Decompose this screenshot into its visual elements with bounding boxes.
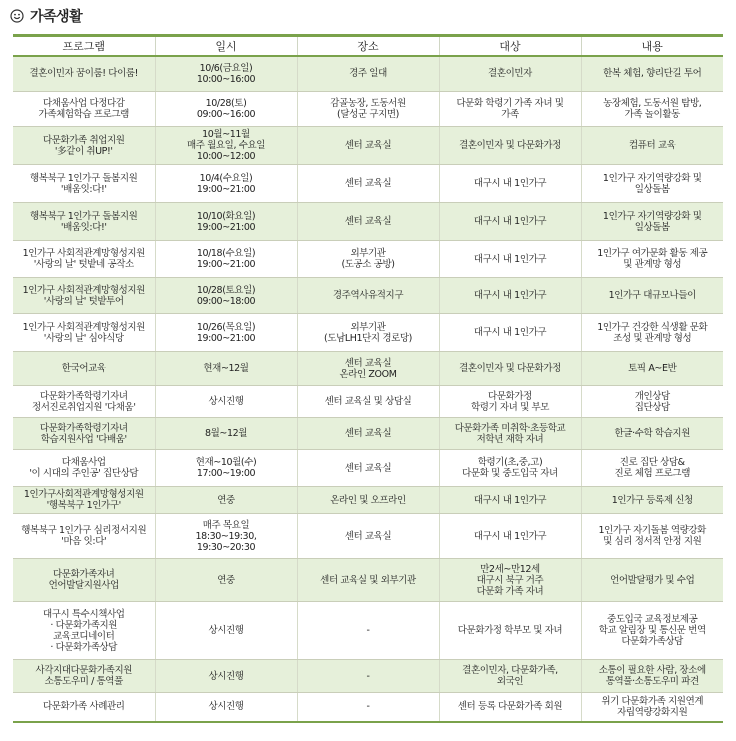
table-row xyxy=(13,165,723,203)
cell-content: 중도입국 교육정보제공 학교 알림장 및 통신문 번역 다문화가족상담 xyxy=(581,602,723,660)
cell-target: 결혼이민자 및 다문화가정 xyxy=(439,352,581,386)
cell-content: 1인가구 건강한 식생활 문화 조성 및 관계망 형성 xyxy=(581,314,723,352)
table-row xyxy=(13,127,723,165)
cell-program: 대구시 특수시책사업 · 다문화가족지원 교육코디네이터 · 다문화가족상담 xyxy=(13,602,155,660)
cell-target: 만2세~만12세 대구시 북구 거주 다문화 가족 자녀 xyxy=(439,559,581,602)
cell-program: 다문화가족자녀 언어발달지원사업 xyxy=(13,559,155,602)
table-row xyxy=(13,314,723,352)
cell-place: 경주역사유적지구 xyxy=(297,278,439,314)
cell-datetime: 10/18(수요일) 19:00~21:00 xyxy=(155,241,297,278)
cell-program: 한국어교육 xyxy=(13,352,155,386)
cell-datetime: 현재~10월(수) 17:00~19:00 xyxy=(155,450,297,487)
cell-datetime: 10/28(토) 09:00~16:00 xyxy=(155,92,297,127)
table-row xyxy=(13,602,723,660)
cell-target: 대구시 내 1인가구 xyxy=(439,487,581,514)
cell-program: 1인가구 사회적관계망형성지원 '사랑의 날' 텃밭투어 xyxy=(13,278,155,314)
cell-content: 1인가구 자기돌봄 역량강화 및 심리 정서적 안정 지원 xyxy=(581,514,723,559)
header-place: 장소 xyxy=(297,36,439,56)
cell-datetime: 연중 xyxy=(155,487,297,514)
cell-datetime: 상시진행 xyxy=(155,386,297,418)
cell-content: 소통이 필요한 사람, 장소에 통역풀·소통도우미 파견 xyxy=(581,660,723,693)
cell-content: 1인가구 자기역량강화 및 일상돌봄 xyxy=(581,165,723,203)
cell-content: 위기 다문화가족 지원연계 자립역량강화지원 xyxy=(581,693,723,722)
header-program: 프로그램 xyxy=(13,36,155,56)
cell-datetime: 10/6(금요일) 10:00~16:00 xyxy=(155,56,297,92)
page-header xyxy=(10,6,82,26)
cell-target: 결혼이민자, 다문화가족, 외국인 xyxy=(439,660,581,693)
cell-program: 1인가구 사회적관계망형성지원 '사랑의 날' 심야식당 xyxy=(13,314,155,352)
cell-place: 경주 일대 xyxy=(297,56,439,92)
cell-datetime: 10/4(수요일) 19:00~21:00 xyxy=(155,165,297,203)
cell-content: 한글·수학 학습지원 xyxy=(581,418,723,450)
table-row xyxy=(13,352,723,386)
table-row xyxy=(13,559,723,602)
table-header-row xyxy=(13,36,723,56)
cell-datetime: 상시진행 xyxy=(155,693,297,722)
table-row xyxy=(13,386,723,418)
smiley-icon xyxy=(10,9,24,23)
cell-place: 센터 교육실 온라인 ZOOM xyxy=(297,352,439,386)
cell-target: 결혼이민자 xyxy=(439,56,581,92)
cell-place: 센터 교육실 xyxy=(297,203,439,241)
cell-program: 다문화가족학령기자녀 정서진로취업지원 '다채움' xyxy=(13,386,155,418)
cell-place: 감골농장, 도동서원 (달성군 구지면) xyxy=(297,92,439,127)
family-life-program-table xyxy=(13,34,723,723)
cell-datetime: 상시진행 xyxy=(155,602,297,660)
cell-target: 다문화 학령기 가족 자녀 및 가족 xyxy=(439,92,581,127)
table-row xyxy=(13,693,723,722)
cell-program: 사각지대다문화가족지원 소통도우미 / 통역풀 xyxy=(13,660,155,693)
cell-program: 행복북구 1인가구 심리정서지원 '마음 잇:다' xyxy=(13,514,155,559)
cell-place: 센터 교육실 xyxy=(297,514,439,559)
cell-target: 다문화가정 학령기 자녀 및 부모 xyxy=(439,386,581,418)
cell-target: 대구시 내 1인가구 xyxy=(439,278,581,314)
cell-datetime: 10/28(토요일) 09:00~18:00 xyxy=(155,278,297,314)
table-row xyxy=(13,203,723,241)
cell-place: 센터 교육실 xyxy=(297,418,439,450)
header-target: 대상 xyxy=(439,36,581,56)
cell-datetime: 상시진행 xyxy=(155,660,297,693)
cell-content: 한복 체험, 향리단길 투어 xyxy=(581,56,723,92)
table-row xyxy=(13,241,723,278)
cell-place: 센터 교육실 xyxy=(297,165,439,203)
table-row xyxy=(13,56,723,92)
table-row xyxy=(13,278,723,314)
cell-content: 토픽 A~E반 xyxy=(581,352,723,386)
cell-datetime: 8월~12월 xyxy=(155,418,297,450)
cell-place: 센터 교육실 및 외부기관 xyxy=(297,559,439,602)
header-datetime: 일시 xyxy=(155,36,297,56)
cell-program: 다채움사업 '이 시대의 주인공' 집단상담 xyxy=(13,450,155,487)
header-content: 내용 xyxy=(581,36,723,56)
cell-target: 대구시 내 1인가구 xyxy=(439,314,581,352)
cell-datetime: 10/26(목요일) 19:00~21:00 xyxy=(155,314,297,352)
cell-content: 진로 집단 상담& 진로 체험 프로그램 xyxy=(581,450,723,487)
cell-target: 다문화가정 학부모 및 자녀 xyxy=(439,602,581,660)
cell-program: 다문화가족 사례관리 xyxy=(13,693,155,722)
cell-place: 온라인 및 오프라인 xyxy=(297,487,439,514)
cell-program: 행복북구 1인가구 돌봄지원 '배움잇:다!' xyxy=(13,165,155,203)
table-row xyxy=(13,514,723,559)
cell-program: 행복북구 1인가구 돌봄지원 '배움잇:다!' xyxy=(13,203,155,241)
cell-program: 다문화가족 취업지원 '多같이 취UP!' xyxy=(13,127,155,165)
cell-datetime: 10/10(화요일) 19:00~21:00 xyxy=(155,203,297,241)
cell-place: 센터 교육실 및 상담실 xyxy=(297,386,439,418)
cell-content: 1인가구 자기역량강화 및 일상돌봄 xyxy=(581,203,723,241)
table-row xyxy=(13,418,723,450)
table-row xyxy=(13,92,723,127)
cell-place: - xyxy=(297,602,439,660)
cell-datetime: 연중 xyxy=(155,559,297,602)
table-row xyxy=(13,660,723,693)
cell-content: 1인가구 등록제 신청 xyxy=(581,487,723,514)
page-title: 가족생활 xyxy=(30,9,83,25)
cell-place: 센터 교육실 xyxy=(297,450,439,487)
cell-datetime: 매주 목요일 18:30~19:30, 19:30~20:30 xyxy=(155,514,297,559)
cell-target: 학령기(초,중,고) 다문화 및 중도입국 자녀 xyxy=(439,450,581,487)
cell-datetime: 현재~12월 xyxy=(155,352,297,386)
cell-target: 센터 등록 다문화가족 회원 xyxy=(439,693,581,722)
cell-target: 대구시 내 1인가구 xyxy=(439,165,581,203)
cell-content: 컴퓨터 교육 xyxy=(581,127,723,165)
cell-target: 대구시 내 1인가구 xyxy=(439,514,581,559)
cell-program: 다문화가족학령기자녀 학습지원사업 '다배움' xyxy=(13,418,155,450)
cell-place: 외부기관 (도공소 공방) xyxy=(297,241,439,278)
cell-content: 1인가구 여가문화 활동 제공 및 관계망 형성 xyxy=(581,241,723,278)
cell-target: 대구시 내 1인가구 xyxy=(439,203,581,241)
cell-program: 결혼이민자 꿈이룸! 다이룸! xyxy=(13,56,155,92)
cell-place: - xyxy=(297,693,439,722)
table-row xyxy=(13,450,723,487)
cell-place: 외부기관 (도남LH1단지 경로당) xyxy=(297,314,439,352)
table-row xyxy=(13,487,723,514)
cell-target: 대구시 내 1인가구 xyxy=(439,241,581,278)
cell-content: 개인상담 집단상담 xyxy=(581,386,723,418)
cell-datetime: 10월~11월 매주 월요일, 수요일 10:00~12:00 xyxy=(155,127,297,165)
cell-program: 다채움사업 다정다감 가족체험학습 프로그램 xyxy=(13,92,155,127)
cell-target: 다문화가족 미취학·초등학교 저학년 재학 자녀 xyxy=(439,418,581,450)
cell-program: 1인가구 사회적관계망형성지원 '사랑의 날' 텃밭네 공작소 xyxy=(13,241,155,278)
cell-place: - xyxy=(297,660,439,693)
cell-content: 농장체험, 도동서원 탐방, 가족 놀이활동 xyxy=(581,92,723,127)
cell-program: 1인가구사회적관계망형성지원 '행복북구 1인가구' xyxy=(13,487,155,514)
cell-content: 1인가구 대규모나들이 xyxy=(581,278,723,314)
cell-place: 센터 교육실 xyxy=(297,127,439,165)
cell-content: 언어발달평가 및 수업 xyxy=(581,559,723,602)
cell-target: 결혼이민자 및 다문화가정 xyxy=(439,127,581,165)
